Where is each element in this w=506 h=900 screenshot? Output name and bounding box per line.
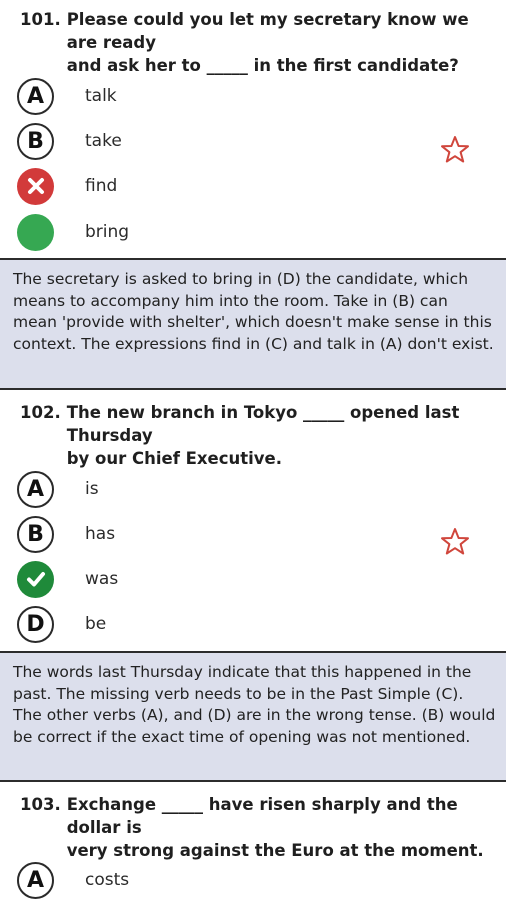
option-c[interactable]	[17, 166, 117, 206]
x-circle-icon	[17, 168, 54, 205]
option-text: costs	[85, 870, 130, 890]
option-c[interactable]	[17, 559, 118, 599]
question-103-heading	[0, 793, 506, 862]
option-letter-badge: A	[17, 471, 54, 508]
option-text: find	[85, 176, 118, 196]
question-101-heading	[0, 8, 506, 77]
option-text: be	[85, 614, 107, 634]
question-text	[67, 401, 498, 470]
x-mark	[25, 175, 47, 197]
option-b[interactable]	[17, 121, 122, 161]
question-text-line: by our Chief Executive.	[66, 449, 283, 468]
star-outline-icon[interactable]	[440, 527, 470, 557]
explanation-panel	[0, 258, 506, 390]
question-text-line: Exchange _____ have risen sharply and the dollar is	[66, 795, 458, 837]
option-text: take	[85, 131, 122, 151]
check-circle-icon	[17, 561, 54, 598]
option-letter-badge: D	[17, 606, 54, 643]
check-mark	[24, 567, 48, 591]
option-d[interactable]	[17, 212, 129, 252]
option-a[interactable]	[17, 860, 129, 900]
option-text: is	[85, 479, 99, 499]
option-b[interactable]	[17, 514, 115, 554]
question-number: 103.	[20, 795, 61, 814]
question-text	[67, 793, 498, 862]
question-text-line: and ask her to _____ in the first candidate?	[66, 56, 459, 75]
question-text	[67, 8, 498, 77]
option-letter-badge: B	[17, 123, 54, 160]
option-letter-badge: A	[17, 78, 54, 115]
explanation-panel	[0, 651, 506, 782]
option-text: was	[85, 569, 119, 589]
star-outline-icon[interactable]	[440, 135, 470, 165]
option-a[interactable]	[17, 469, 99, 509]
explanation-text: The words last Thursday indicate that this happened in the past. The missing verb needs to be in the Past Simple (C). The other verbs (A), and (D) are in the wrong tense. (B) would be correct if the exact time of opening was not mentioned.	[13, 663, 496, 746]
option-text: bring	[85, 222, 130, 242]
option-letter-badge: B	[17, 516, 54, 553]
question-number: 101.	[20, 10, 61, 29]
question-102-heading	[0, 401, 506, 470]
question-text-line: Please could you let my secretary know we are ready	[66, 10, 469, 52]
question-text-line: very strong against the Euro at the moment.	[66, 841, 484, 860]
option-text: has	[85, 524, 116, 544]
option-d[interactable]	[17, 604, 106, 644]
option-a[interactable]	[17, 76, 117, 116]
explanation-text: The secretary is asked to bring in (D) the candidate, which means to accompany him into the room. Take in (B) can mean 'provide with shelter', which doesn't make sense in this context. The expressions find in (C) and talk in (A) don't exist.	[13, 270, 494, 353]
question-text-line: The new branch in Tokyo _____ opened last Thursday	[66, 403, 460, 445]
option-letter-badge: A	[17, 862, 54, 899]
selected-circle-icon	[17, 214, 54, 251]
question-number: 102.	[20, 403, 61, 422]
option-text: talk	[85, 86, 117, 106]
